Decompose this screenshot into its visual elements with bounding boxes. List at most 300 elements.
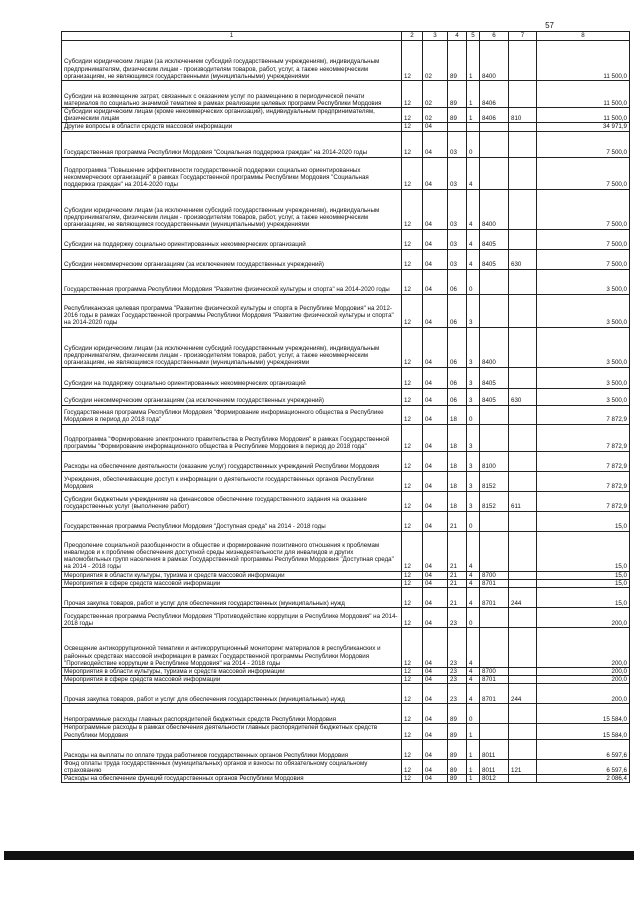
cell-code-7	[509, 157, 537, 189]
cell-code-6: 8152	[480, 491, 509, 511]
cell-name: Другие вопросы в области средств массовой информации	[62, 123, 402, 131]
cell-code-7	[509, 628, 537, 668]
cell-name: Субсидии некоммерческим организациям (за исключением государственных учреждений)	[62, 388, 402, 405]
cell-code-6: 8011	[480, 739, 509, 759]
cell-code-4: 03	[448, 131, 467, 157]
cell-code-5	[467, 123, 480, 131]
cell-code-4: 23	[448, 676, 467, 684]
cell-code-6: 8701	[480, 588, 509, 608]
cell-code-3: 02	[423, 81, 448, 108]
cell-code-3: 04	[423, 451, 448, 471]
cell-code-6	[480, 424, 509, 451]
cell-code-6	[480, 294, 509, 327]
cell-code-2: 12	[402, 759, 423, 774]
cell-code-6: 8400	[480, 327, 509, 367]
cell-code-4: 23	[448, 668, 467, 676]
cell-name: Расходы на выплаты по оплате труда работников государственных органов Республики Мордовия	[62, 739, 402, 759]
cell-code-3: 04	[423, 704, 448, 724]
cell-code-4: 21	[448, 579, 467, 587]
header-col-5: 5	[467, 32, 480, 41]
cell-amount: 7 500,0	[537, 131, 630, 157]
cell-code-6: 8400	[480, 41, 509, 81]
cell-code-7	[509, 724, 537, 739]
cell-amount: 200,0	[537, 668, 630, 676]
cell-code-4: 18	[448, 424, 467, 451]
cell-code-3: 04	[423, 157, 448, 189]
cell-code-7	[509, 471, 537, 491]
scan-footer-bar	[4, 851, 634, 860]
cell-code-7	[509, 704, 537, 724]
cell-code-3: 04	[423, 294, 448, 327]
cell-code-3: 04	[423, 189, 448, 229]
cell-name: Субсидии юридическим лицам (за исключением субсидий государственным учреждениям), индивидуальным предпринимателям, физическим лицам - производителям товаров, работ, услуг, а также некоммерческим организациям, не являющимся государственными (муниципальными) учреждениями	[62, 327, 402, 367]
cell-code-2: 12	[402, 249, 423, 269]
cell-code-5: 0	[467, 511, 480, 531]
table-row	[62, 471, 630, 491]
cell-name: Государственная программа Республики Мордовия "Социальная поддержка граждан" на 2014-2020 годы	[62, 131, 402, 157]
cell-code-4: 89	[448, 759, 467, 774]
cell-code-5: 0	[467, 608, 480, 628]
cell-code-3: 04	[423, 249, 448, 269]
cell-code-7	[509, 189, 537, 229]
cell-code-3: 04	[423, 511, 448, 531]
header-col-6: 6	[480, 32, 509, 41]
cell-code-2: 12	[402, 628, 423, 668]
table-row	[62, 608, 630, 628]
cell-code-3: 04	[423, 471, 448, 491]
cell-code-6	[480, 704, 509, 724]
cell-amount: 7 500,0	[537, 229, 630, 249]
cell-code-3: 02	[423, 41, 448, 81]
cell-code-4: 18	[448, 491, 467, 511]
table-row	[62, 511, 630, 531]
cell-amount: 11 500,0	[537, 81, 630, 108]
cell-code-2: 12	[402, 131, 423, 157]
cell-code-7: 810	[509, 108, 537, 123]
cell-amount: 7 872,9	[537, 405, 630, 424]
cell-name: Расходы на обеспечение деятельности (оказание услуг) государственных учреждений Республики Мордовия	[62, 451, 402, 471]
cell-code-3: 04	[423, 684, 448, 704]
cell-code-6	[480, 131, 509, 157]
cell-code-4: 89	[448, 704, 467, 724]
cell-code-3: 04	[423, 327, 448, 367]
cell-code-3: 04	[423, 668, 448, 676]
cell-amount: 2 086,4	[537, 775, 630, 783]
cell-code-6: 8405	[480, 249, 509, 269]
cell-name: Субсидии на поддержку социально ориентированных некоммерческих организаций	[62, 367, 402, 388]
cell-code-5: 4	[467, 229, 480, 249]
cell-code-2: 12	[402, 608, 423, 628]
cell-code-3: 04	[423, 571, 448, 579]
cell-amount: 200,0	[537, 628, 630, 668]
cell-code-6: 8406	[480, 81, 509, 108]
cell-code-5: 3	[467, 451, 480, 471]
cell-code-3: 04	[423, 588, 448, 608]
cell-code-7: 611	[509, 491, 537, 511]
cell-name: Субсидии на возмещение затрат, связанных с оказанием услуг по размещению в периодической печати материалов по социально значимой тематике в рамках реализации целевых программ Республики Мордовия	[62, 81, 402, 108]
cell-code-5: 1	[467, 759, 480, 774]
cell-code-2: 12	[402, 471, 423, 491]
cell-code-4: 06	[448, 269, 467, 294]
cell-name: Субсидии юридическим лицам (за исключением субсидий государственным учреждениям), индивидуальным предпринимателям, физическим лицам - производителям товаров, работ, услуг, а также некоммерческим организациям, не являющимся государственными (муниципальными) учреждениями	[62, 189, 402, 229]
cell-code-7	[509, 327, 537, 367]
table-row	[62, 123, 630, 131]
cell-code-3: 04	[423, 269, 448, 294]
cell-code-4: 21	[448, 571, 467, 579]
cell-code-6	[480, 724, 509, 739]
cell-amount: 6 597,6	[537, 759, 630, 774]
cell-code-5: 0	[467, 269, 480, 294]
cell-name: Субсидии на поддержку социально ориентированных некоммерческих организаций	[62, 229, 402, 249]
cell-code-5: 1	[467, 739, 480, 759]
cell-name: Государственная программа Республики Мордовия "Доступная среда" на 2014 - 2018 годы	[62, 511, 402, 531]
cell-code-6	[480, 628, 509, 668]
header-col-4: 4	[448, 32, 467, 41]
table-row	[62, 676, 630, 684]
cell-code-7	[509, 294, 537, 327]
cell-amount: 11 500,0	[537, 108, 630, 123]
cell-code-6	[480, 405, 509, 424]
cell-code-2: 12	[402, 511, 423, 531]
cell-name: Государственная программа Республики Мордовия "Развитие физической культуры и спорта" на 2014-2020 годы	[62, 269, 402, 294]
cell-amount: 3 500,0	[537, 367, 630, 388]
cell-code-2: 12	[402, 388, 423, 405]
cell-amount: 7 872,9	[537, 471, 630, 491]
cell-code-5: 4	[467, 249, 480, 269]
cell-code-7	[509, 608, 537, 628]
cell-code-6: 8405	[480, 367, 509, 388]
cell-code-7: 244	[509, 588, 537, 608]
cell-code-7	[509, 571, 537, 579]
cell-code-2: 12	[402, 588, 423, 608]
cell-code-7	[509, 405, 537, 424]
cell-code-3: 04	[423, 424, 448, 451]
cell-code-5: 3	[467, 491, 480, 511]
table-row	[62, 249, 630, 269]
cell-amount: 15,0	[537, 579, 630, 587]
cell-code-7	[509, 269, 537, 294]
cell-code-2: 12	[402, 571, 423, 579]
cell-amount: 7 872,9	[537, 491, 630, 511]
cell-code-2: 12	[402, 229, 423, 249]
cell-code-2: 12	[402, 108, 423, 123]
cell-code-5: 1	[467, 724, 480, 739]
cell-code-7	[509, 123, 537, 131]
cell-code-3: 04	[423, 724, 448, 739]
cell-code-7	[509, 668, 537, 676]
table-row	[62, 269, 630, 294]
cell-amount: 3 500,0	[537, 294, 630, 327]
cell-code-2: 12	[402, 704, 423, 724]
cell-amount: 11 500,0	[537, 41, 630, 81]
cell-amount: 3 500,0	[537, 388, 630, 405]
budget-table	[61, 31, 630, 783]
cell-code-7	[509, 229, 537, 249]
table-row	[62, 388, 630, 405]
table-row	[62, 189, 630, 229]
cell-code-3: 04	[423, 405, 448, 424]
table-row	[62, 294, 630, 327]
cell-code-5: 3	[467, 294, 480, 327]
cell-code-2: 12	[402, 739, 423, 759]
cell-amount: 7 872,9	[537, 451, 630, 471]
cell-code-3: 04	[423, 608, 448, 628]
cell-code-5: 1	[467, 775, 480, 783]
header-col-1: 1	[62, 32, 402, 41]
table-row	[62, 724, 630, 739]
cell-code-4: 03	[448, 229, 467, 249]
table-row	[62, 668, 630, 676]
cell-code-4: 06	[448, 327, 467, 367]
cell-code-7	[509, 531, 537, 571]
cell-name: Фонд оплаты труда государственных (муниципальных) органов и взносы по обязательному социальному страхованию	[62, 759, 402, 774]
cell-code-4: 06	[448, 388, 467, 405]
cell-name: Государственная программа Республики Мордовия "Противодействие коррупции в Республике Мордовия" на 2014-2018 годы	[62, 608, 402, 628]
cell-amount: 3 500,0	[537, 327, 630, 367]
cell-code-5: 0	[467, 131, 480, 157]
cell-code-2: 12	[402, 41, 423, 81]
cell-name: Мероприятия в области культуры, туризма и средств массовой информации	[62, 571, 402, 579]
cell-amount: 200,0	[537, 684, 630, 704]
cell-name: Субсидии юридическим лицам (за исключением субсидий государственным учреждениям), индивидуальным предпринимателям, физическим лицам - производителям товаров, работ, услуг, а также некоммерческим организациям, не являющимся государственными (муниципальными) учреждениями	[62, 41, 402, 81]
cell-code-5: 3	[467, 367, 480, 388]
cell-code-3: 04	[423, 531, 448, 571]
cell-code-6: 8701	[480, 684, 509, 704]
cell-code-4: 89	[448, 81, 467, 108]
cell-name: Мероприятия в области культуры, туризма и средств массовой информации	[62, 668, 402, 676]
cell-code-2: 12	[402, 157, 423, 189]
table-row	[62, 81, 630, 108]
cell-name: Непрограммные расходы главных распорядителей бюджетных средств Республики Мордовия	[62, 704, 402, 724]
table-row	[62, 108, 630, 123]
cell-code-5: 4	[467, 189, 480, 229]
cell-code-7	[509, 579, 537, 587]
header-col-3: 3	[423, 32, 448, 41]
cell-amount: 15 584,0	[537, 724, 630, 739]
cell-code-2: 12	[402, 579, 423, 587]
cell-code-4: 03	[448, 157, 467, 189]
cell-code-7: 630	[509, 388, 537, 405]
cell-name: Субсидии бюджетным учреждениям на финансовое обеспечение государственного задания на оказание государственных услуг (выполнение работ)	[62, 491, 402, 511]
cell-name: Подпрограмма "Повышение эффективности государственной поддержки социально ориентированных некоммерческих организаций" в рамках Государственной программы Республики Мордовия "Социальная поддержка граждан" на 2014-2020 годы	[62, 157, 402, 189]
cell-code-2: 12	[402, 668, 423, 676]
cell-code-4: 03	[448, 249, 467, 269]
cell-amount: 7 500,0	[537, 189, 630, 229]
cell-code-6	[480, 157, 509, 189]
cell-code-6	[480, 123, 509, 131]
cell-code-2: 12	[402, 189, 423, 229]
cell-amount: 34 971,9	[537, 123, 630, 131]
cell-amount: 15,0	[537, 588, 630, 608]
cell-code-6	[480, 531, 509, 571]
cell-name: Расходы на обеспечение функций государственных органов Республики Мордовия	[62, 775, 402, 783]
cell-code-4: 18	[448, 451, 467, 471]
cell-amount: 3 500,0	[537, 269, 630, 294]
cell-code-7	[509, 451, 537, 471]
cell-code-2: 12	[402, 676, 423, 684]
table-row	[62, 157, 630, 189]
cell-code-6	[480, 511, 509, 531]
cell-code-2: 12	[402, 684, 423, 704]
cell-code-5: 1	[467, 108, 480, 123]
cell-amount: 15,0	[537, 531, 630, 571]
cell-code-7	[509, 41, 537, 81]
cell-code-6: 8100	[480, 451, 509, 471]
cell-name: Государственная программа Республики Мордовия "Формирование информационного общества в Республике Мордовия в период до 2018 года"	[62, 405, 402, 424]
cell-code-2: 12	[402, 294, 423, 327]
cell-code-3: 04	[423, 775, 448, 783]
cell-name: Прочая закупка товаров, работ и услуг для обеспечения государственных (муниципальных) нужд	[62, 684, 402, 704]
table-row	[62, 327, 630, 367]
table-row	[62, 491, 630, 511]
cell-code-7	[509, 775, 537, 783]
cell-code-3: 04	[423, 759, 448, 774]
page-number: 57	[545, 21, 554, 30]
cell-code-5: 0	[467, 405, 480, 424]
cell-code-4: 23	[448, 608, 467, 628]
table-row	[62, 775, 630, 783]
header-col-2: 2	[402, 32, 423, 41]
cell-code-5: 4	[467, 668, 480, 676]
cell-name: Подпрограмма "Формирование электронного правительства в Республике Мордовия" в рамках Государственной программы "Формирование информационного общества в Республике Мордовия в период до 2018 года"	[62, 424, 402, 451]
table-body	[62, 41, 630, 783]
cell-code-2: 12	[402, 724, 423, 739]
cell-code-5: 3	[467, 471, 480, 491]
cell-code-3: 02	[423, 108, 448, 123]
cell-code-2: 12	[402, 491, 423, 511]
header-row	[62, 32, 630, 41]
table-row	[62, 229, 630, 249]
cell-code-2: 12	[402, 451, 423, 471]
cell-amount: 200,0	[537, 608, 630, 628]
cell-code-4: 89	[448, 739, 467, 759]
table-row	[62, 684, 630, 704]
cell-code-6: 8152	[480, 471, 509, 491]
cell-code-3: 04	[423, 229, 448, 249]
table-row	[62, 739, 630, 759]
cell-code-3: 04	[423, 579, 448, 587]
cell-code-4: 89	[448, 724, 467, 739]
cell-code-5: 3	[467, 388, 480, 405]
cell-code-7: 630	[509, 249, 537, 269]
cell-code-5: 3	[467, 327, 480, 367]
cell-code-2: 12	[402, 367, 423, 388]
cell-code-4: 89	[448, 41, 467, 81]
cell-code-6: 8700	[480, 668, 509, 676]
cell-code-5: 4	[467, 684, 480, 704]
cell-code-3: 04	[423, 739, 448, 759]
cell-code-6: 8701	[480, 579, 509, 587]
cell-code-6: 8406	[480, 108, 509, 123]
cell-code-6: 8011	[480, 759, 509, 774]
cell-code-5: 4	[467, 628, 480, 668]
cell-code-7	[509, 424, 537, 451]
cell-code-5: 1	[467, 81, 480, 108]
cell-code-6: 8400	[480, 189, 509, 229]
cell-code-5: 3	[467, 424, 480, 451]
cell-code-7: 244	[509, 684, 537, 704]
cell-code-3: 04	[423, 131, 448, 157]
cell-code-4	[448, 123, 467, 131]
cell-code-5: 4	[467, 676, 480, 684]
cell-name: Учреждения, обеспечивающие доступ к информации о деятельности государственных органов Республики Мордовия	[62, 471, 402, 491]
cell-code-2: 12	[402, 123, 423, 131]
cell-code-7: 121	[509, 759, 537, 774]
cell-code-2: 12	[402, 775, 423, 783]
cell-code-3: 04	[423, 388, 448, 405]
header-col-8: 8	[537, 32, 630, 41]
cell-amount: 7 500,0	[537, 157, 630, 189]
cell-code-2: 12	[402, 269, 423, 294]
cell-code-4: 89	[448, 108, 467, 123]
table-row	[62, 759, 630, 774]
table-row	[62, 588, 630, 608]
cell-amount: 15 584,0	[537, 704, 630, 724]
cell-code-2: 12	[402, 405, 423, 424]
cell-code-2: 12	[402, 424, 423, 451]
table-row	[62, 424, 630, 451]
cell-amount: 15,0	[537, 571, 630, 579]
cell-code-5: 4	[467, 531, 480, 571]
cell-code-5: 4	[467, 157, 480, 189]
cell-name: Республиканская целевая программа "Развитие физической культуры и спорта в Республике Мордовия" на 2012-2016 годы в рамках Государственной программы Республики Мордовия "Развитие физической культуры и спорта" на 2014-2020 годы	[62, 294, 402, 327]
cell-code-4: 06	[448, 367, 467, 388]
cell-code-7	[509, 81, 537, 108]
cell-code-5: 0	[467, 704, 480, 724]
cell-code-7	[509, 739, 537, 759]
cell-name: Преодоление социальной разобщенности в обществе и формирование позитивного отношения к проблемам инвалидов и к проблеме обеспечения доступной среды жизнедеятельности для инвалидов и других маломобильных групп населения в рамках Государственной программы Республики Мордовия "Доступная среда" на 2014 - 2018 годы	[62, 531, 402, 571]
table-row	[62, 704, 630, 724]
cell-name: Освещение антикоррупционной тематики и антикоррупционный мониторинг материалов в республиканских и районных средствах массовой информации в рамках Государственной программы Республики Мордовия "Противодействие коррупции в Республике Мордовия" на 2014 - 2018 годы	[62, 628, 402, 668]
cell-name: Мероприятия в сфере средств массовой информации	[62, 579, 402, 587]
cell-amount: 200,0	[537, 676, 630, 684]
cell-code-6: 8701	[480, 676, 509, 684]
cell-code-7	[509, 676, 537, 684]
cell-code-7	[509, 131, 537, 157]
table-row	[62, 579, 630, 587]
table-row	[62, 367, 630, 388]
cell-code-6	[480, 269, 509, 294]
cell-name: Мероприятия в сфере средств массовой информации	[62, 676, 402, 684]
cell-name: Непрограммные расходы в рамках обеспечения деятельности главных распорядителей бюджетных средств Республики Мордовия	[62, 724, 402, 739]
table-row	[62, 531, 630, 571]
cell-code-4: 89	[448, 775, 467, 783]
cell-code-7	[509, 511, 537, 531]
cell-amount: 7 500,0	[537, 249, 630, 269]
cell-code-6: 8405	[480, 229, 509, 249]
cell-code-5: 4	[467, 588, 480, 608]
cell-name: Субсидии некоммерческим организациям (за исключением государственных учреждений)	[62, 249, 402, 269]
table-row	[62, 628, 630, 668]
cell-amount: 7 872,9	[537, 424, 630, 451]
cell-name: Прочая закупка товаров, работ и услуг для обеспечения государственных (муниципальных) нужд	[62, 588, 402, 608]
cell-code-2: 12	[402, 81, 423, 108]
cell-code-3: 04	[423, 628, 448, 668]
table-row	[62, 131, 630, 157]
cell-code-4: 18	[448, 471, 467, 491]
cell-code-3: 04	[423, 367, 448, 388]
cell-code-6: 8012	[480, 775, 509, 783]
cell-code-4: 21	[448, 531, 467, 571]
header-col-7: 7	[509, 32, 537, 41]
table-row	[62, 451, 630, 471]
cell-code-4: 06	[448, 294, 467, 327]
cell-name: Субсидии юридическим лицам (кроме некоммерческих организаций), индивидуальным предпринимателям, физическим лицам	[62, 108, 402, 123]
cell-amount: 6 597,6	[537, 739, 630, 759]
cell-code-3: 04	[423, 676, 448, 684]
cell-code-4: 18	[448, 405, 467, 424]
cell-code-4: 23	[448, 684, 467, 704]
